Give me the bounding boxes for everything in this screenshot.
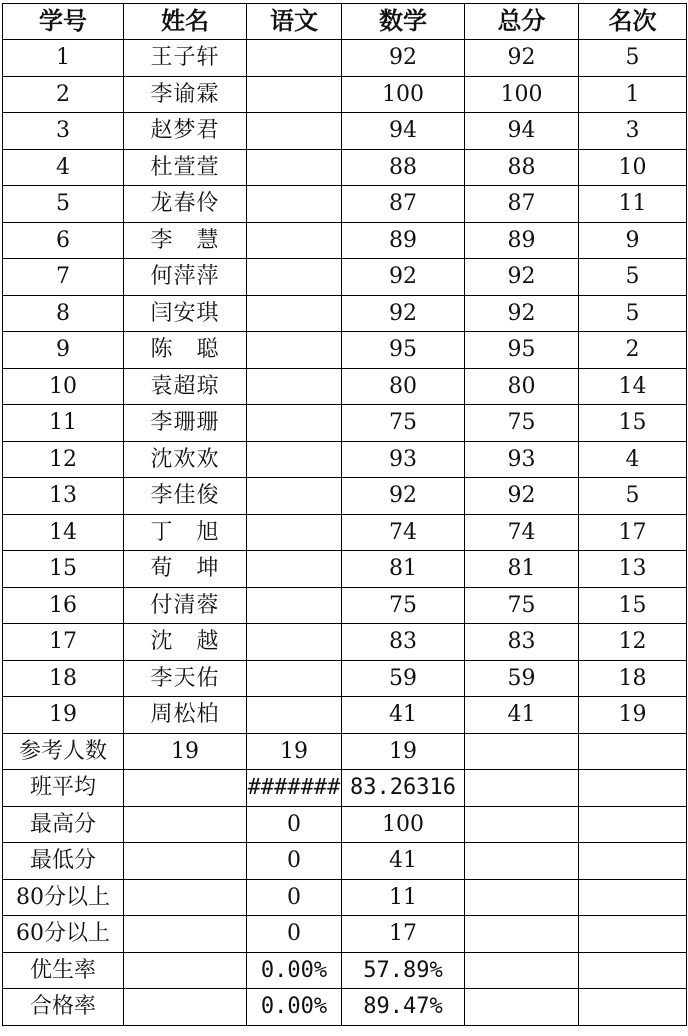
total-score-cell: 88 xyxy=(465,149,579,186)
header-row xyxy=(3,4,687,40)
total-score-cell: 92 xyxy=(465,259,579,296)
rank-cell: 1 xyxy=(579,76,687,113)
chinese-score-cell xyxy=(247,76,342,113)
rank-cell: 5 xyxy=(579,40,687,77)
summary-chinese-cell: 0 xyxy=(247,806,342,843)
student-name-cell: 丁 旭 xyxy=(124,514,247,551)
total-score-cell: 92 xyxy=(465,40,579,77)
student-id-cell: 19 xyxy=(3,697,124,734)
total-score-cell: 41 xyxy=(465,697,579,734)
summary-chinese-cell: ####### xyxy=(247,770,342,807)
student-id-cell: 7 xyxy=(3,259,124,296)
header-name: 姓名 xyxy=(124,4,247,40)
chinese-score-cell xyxy=(247,332,342,369)
summary-total-cell xyxy=(465,843,579,880)
chinese-score-cell xyxy=(247,40,342,77)
chinese-score-cell xyxy=(247,186,342,223)
summary-chinese-cell: 19 xyxy=(247,733,342,770)
summary-rank-cell xyxy=(579,843,687,880)
table-row xyxy=(3,405,687,442)
student-name-cell: 沈 越 xyxy=(124,624,247,661)
math-score-cell: 75 xyxy=(342,405,465,442)
summary-label-cell: 最低分 xyxy=(3,843,124,880)
table-row xyxy=(3,587,687,624)
summary-rank-cell xyxy=(579,952,687,989)
summary-label-cell: 60分以上 xyxy=(3,916,124,953)
summary-rank-cell xyxy=(579,806,687,843)
chinese-score-cell xyxy=(247,222,342,259)
chinese-score-cell xyxy=(247,295,342,332)
summary-col2-cell xyxy=(124,770,247,807)
chinese-score-cell xyxy=(247,697,342,734)
student-name-cell: 周松柏 xyxy=(124,697,247,734)
rank-cell: 15 xyxy=(579,405,687,442)
summary-math-cell: 17 xyxy=(342,916,465,953)
summary-rank-cell xyxy=(579,879,687,916)
chinese-score-cell xyxy=(247,259,342,296)
rank-cell: 11 xyxy=(579,186,687,223)
student-id-cell: 9 xyxy=(3,332,124,369)
summary-math-cell: 41 xyxy=(342,843,465,880)
math-score-cell: 88 xyxy=(342,149,465,186)
summary-math-cell: 83.26316 xyxy=(342,770,465,807)
math-score-cell: 89 xyxy=(342,222,465,259)
summary-rank-cell xyxy=(579,989,687,1026)
student-name-cell: 王子轩 xyxy=(124,40,247,77)
header-rank: 名次 xyxy=(579,4,687,40)
student-id-cell: 14 xyxy=(3,514,124,551)
summary-rank-cell xyxy=(579,733,687,770)
student-id-cell: 15 xyxy=(3,551,124,588)
chinese-score-cell xyxy=(247,551,342,588)
summary-total-cell xyxy=(465,733,579,770)
summary-col2-cell xyxy=(124,879,247,916)
student-id-cell: 10 xyxy=(3,368,124,405)
rank-cell: 12 xyxy=(579,624,687,661)
student-name-cell: 龙春伶 xyxy=(124,186,247,223)
student-name-cell: 杜萱萱 xyxy=(124,149,247,186)
rank-cell: 18 xyxy=(579,660,687,697)
header-chinese: 语文 xyxy=(247,4,342,40)
math-score-cell: 92 xyxy=(342,40,465,77)
math-score-cell: 59 xyxy=(342,660,465,697)
summary-chinese-cell: 0 xyxy=(247,843,342,880)
math-score-cell: 74 xyxy=(342,514,465,551)
summary-rank-cell xyxy=(579,770,687,807)
summary-row xyxy=(3,879,687,916)
table-row xyxy=(3,514,687,551)
summary-total-cell xyxy=(465,879,579,916)
summary-col2-cell xyxy=(124,989,247,1026)
chinese-score-cell xyxy=(247,405,342,442)
chinese-score-cell xyxy=(247,478,342,515)
summary-label-cell: 最高分 xyxy=(3,806,124,843)
student-name-cell: 袁超琼 xyxy=(124,368,247,405)
chinese-score-cell xyxy=(247,149,342,186)
table-row xyxy=(3,186,687,223)
math-score-cell: 83 xyxy=(342,624,465,661)
rank-cell: 2 xyxy=(579,332,687,369)
table-row xyxy=(3,222,687,259)
student-id-cell: 11 xyxy=(3,405,124,442)
total-score-cell: 75 xyxy=(465,405,579,442)
total-score-cell: 87 xyxy=(465,186,579,223)
student-name-cell: 沈欢欢 xyxy=(124,441,247,478)
summary-chinese-cell: 0.00% xyxy=(247,989,342,1026)
summary-math-cell: 19 xyxy=(342,733,465,770)
rank-cell: 14 xyxy=(579,368,687,405)
table-row xyxy=(3,113,687,150)
student-id-cell: 6 xyxy=(3,222,124,259)
rank-cell: 15 xyxy=(579,587,687,624)
rank-cell: 5 xyxy=(579,259,687,296)
summary-col2-cell xyxy=(124,806,247,843)
chinese-score-cell xyxy=(247,441,342,478)
table-row xyxy=(3,697,687,734)
student-id-cell: 12 xyxy=(3,441,124,478)
summary-col2-cell xyxy=(124,843,247,880)
student-id-cell: 2 xyxy=(3,76,124,113)
summary-label-cell: 合格率 xyxy=(3,989,124,1026)
student-name-cell: 李天佑 xyxy=(124,660,247,697)
rank-cell: 19 xyxy=(579,697,687,734)
rank-cell: 9 xyxy=(579,222,687,259)
math-score-cell: 41 xyxy=(342,697,465,734)
summary-chinese-cell: 0 xyxy=(247,879,342,916)
math-score-cell: 100 xyxy=(342,76,465,113)
total-score-cell: 94 xyxy=(465,113,579,150)
summary-total-cell xyxy=(465,952,579,989)
student-name-cell: 李谕霖 xyxy=(124,76,247,113)
summary-label-cell: 优生率 xyxy=(3,952,124,989)
student-id-cell: 8 xyxy=(3,295,124,332)
header-total: 总分 xyxy=(465,4,579,40)
summary-math-cell: 11 xyxy=(342,879,465,916)
total-score-cell: 80 xyxy=(465,368,579,405)
student-id-cell: 17 xyxy=(3,624,124,661)
summary-label-cell: 班平均 xyxy=(3,770,124,807)
chinese-score-cell xyxy=(247,660,342,697)
total-score-cell: 74 xyxy=(465,514,579,551)
rank-cell: 10 xyxy=(579,149,687,186)
math-score-cell: 80 xyxy=(342,368,465,405)
math-score-cell: 94 xyxy=(342,113,465,150)
summary-row xyxy=(3,989,687,1026)
student-id-cell: 3 xyxy=(3,113,124,150)
total-score-cell: 100 xyxy=(465,76,579,113)
math-score-cell: 93 xyxy=(342,441,465,478)
total-score-cell: 92 xyxy=(465,295,579,332)
summary-total-cell xyxy=(465,770,579,807)
table-row xyxy=(3,149,687,186)
total-score-cell: 93 xyxy=(465,441,579,478)
math-score-cell: 87 xyxy=(342,186,465,223)
student-name-cell: 赵梦君 xyxy=(124,113,247,150)
rank-cell: 4 xyxy=(579,441,687,478)
summary-math-cell: 100 xyxy=(342,806,465,843)
table-row xyxy=(3,40,687,77)
chinese-score-cell xyxy=(247,113,342,150)
summary-total-cell xyxy=(465,806,579,843)
student-name-cell: 李 慧 xyxy=(124,222,247,259)
total-score-cell: 89 xyxy=(465,222,579,259)
total-score-cell: 92 xyxy=(465,478,579,515)
score-table xyxy=(2,3,687,1026)
summary-chinese-cell: 0 xyxy=(247,916,342,953)
rank-cell: 5 xyxy=(579,295,687,332)
student-name-cell: 付清蓉 xyxy=(124,587,247,624)
student-name-cell: 闫安琪 xyxy=(124,295,247,332)
table-row xyxy=(3,624,687,661)
rank-cell: 5 xyxy=(579,478,687,515)
summary-col2-cell xyxy=(124,952,247,989)
table-row xyxy=(3,478,687,515)
total-score-cell: 83 xyxy=(465,624,579,661)
summary-label-cell: 80分以上 xyxy=(3,879,124,916)
summary-row xyxy=(3,843,687,880)
math-score-cell: 92 xyxy=(342,295,465,332)
math-score-cell: 75 xyxy=(342,587,465,624)
student-name-cell: 陈 聪 xyxy=(124,332,247,369)
rank-cell: 3 xyxy=(579,113,687,150)
table-row xyxy=(3,441,687,478)
total-score-cell: 59 xyxy=(465,660,579,697)
total-score-cell: 95 xyxy=(465,332,579,369)
summary-rows xyxy=(3,733,687,1025)
rank-cell: 17 xyxy=(579,514,687,551)
rank-cell: 13 xyxy=(579,551,687,588)
student-name-cell: 何萍萍 xyxy=(124,259,247,296)
math-score-cell: 92 xyxy=(342,478,465,515)
student-id-cell: 4 xyxy=(3,149,124,186)
chinese-score-cell xyxy=(247,368,342,405)
table-row xyxy=(3,295,687,332)
summary-row xyxy=(3,806,687,843)
chinese-score-cell xyxy=(247,624,342,661)
header-math: 数学 xyxy=(342,4,465,40)
student-name-cell: 荀 坤 xyxy=(124,551,247,588)
student-name-cell: 李珊珊 xyxy=(124,405,247,442)
summary-row xyxy=(3,770,687,807)
summary-total-cell xyxy=(465,989,579,1026)
summary-col2-cell: 19 xyxy=(124,733,247,770)
summary-math-cell: 57.89% xyxy=(342,952,465,989)
chinese-score-cell xyxy=(247,514,342,551)
student-id-cell: 1 xyxy=(3,40,124,77)
summary-col2-cell xyxy=(124,916,247,953)
summary-total-cell xyxy=(465,916,579,953)
table-row xyxy=(3,660,687,697)
total-score-cell: 75 xyxy=(465,587,579,624)
math-score-cell: 95 xyxy=(342,332,465,369)
summary-math-cell: 89.47% xyxy=(342,989,465,1026)
summary-rank-cell xyxy=(579,916,687,953)
student-id-cell: 5 xyxy=(3,186,124,223)
student-id-cell: 13 xyxy=(3,478,124,515)
summary-chinese-cell: 0.00% xyxy=(247,952,342,989)
student-name-cell: 李佳俊 xyxy=(124,478,247,515)
table-row xyxy=(3,76,687,113)
summary-row xyxy=(3,733,687,770)
table-row xyxy=(3,332,687,369)
summary-label-cell: 参考人数 xyxy=(3,733,124,770)
student-id-cell: 18 xyxy=(3,660,124,697)
table-row xyxy=(3,551,687,588)
student-rows xyxy=(3,40,687,734)
chinese-score-cell xyxy=(247,587,342,624)
math-score-cell: 81 xyxy=(342,551,465,588)
table-row xyxy=(3,259,687,296)
summary-row xyxy=(3,952,687,989)
math-score-cell: 92 xyxy=(342,259,465,296)
header-student-id: 学号 xyxy=(3,4,124,40)
student-id-cell: 16 xyxy=(3,587,124,624)
summary-row xyxy=(3,916,687,953)
table-row xyxy=(3,368,687,405)
total-score-cell: 81 xyxy=(465,551,579,588)
